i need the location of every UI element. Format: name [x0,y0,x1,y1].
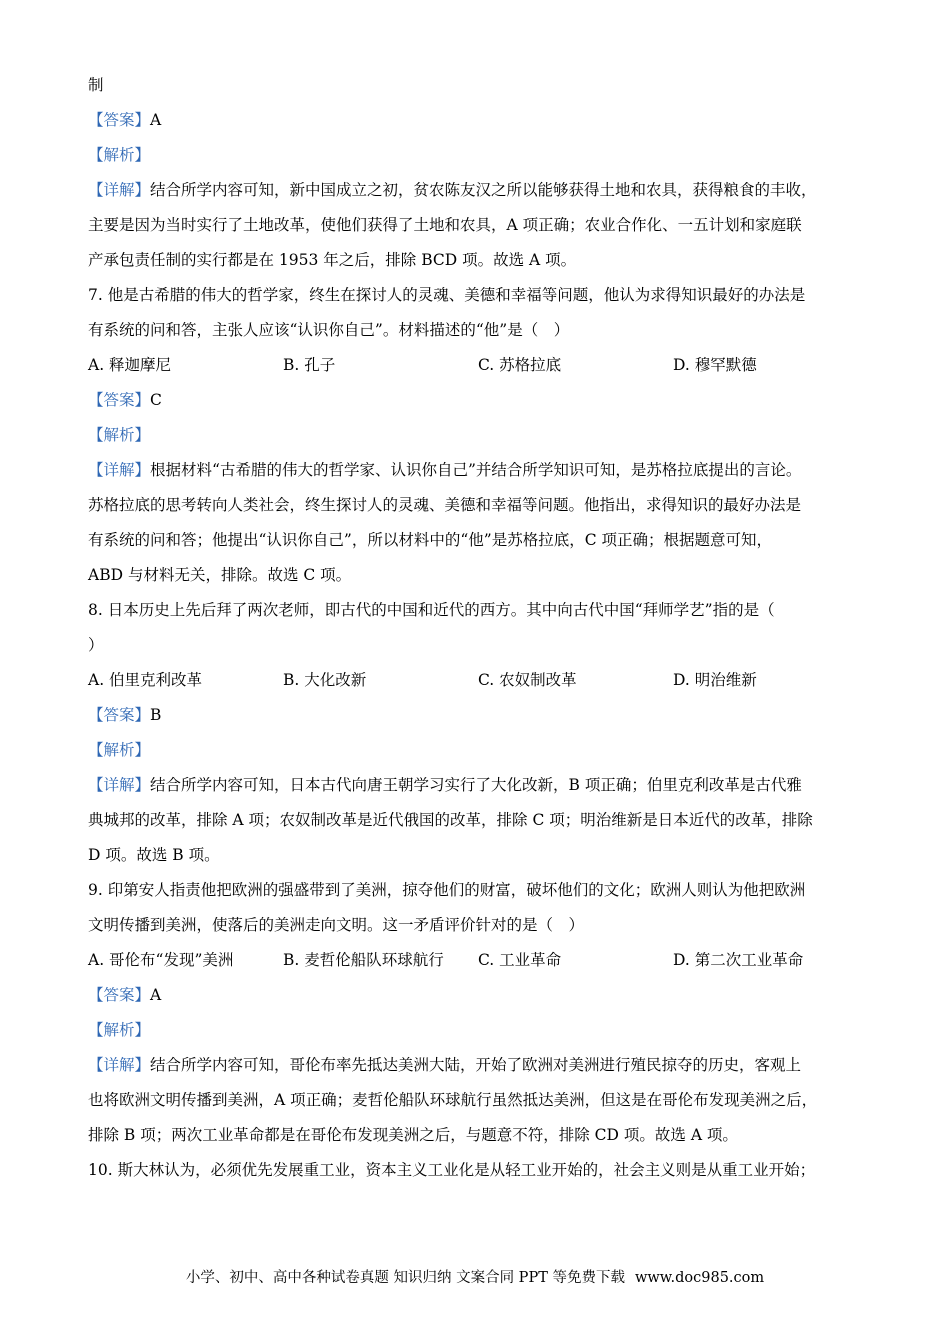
answer-value: B [150,706,162,724]
detail-line [88,1048,870,1083]
answer-tag: 【答案】 [88,391,151,409]
detail-line: 排除 B 项；两次工业革命都是在哥伦布发现美洲之后，与题意不符，排除 CD 项。故选 A 项。 [88,1126,738,1144]
answer-line [88,698,870,733]
option-b: B. 孔子 [283,356,336,374]
detail-line: 典城邦的改革，排除 A 项；农奴制改革是近代俄国的改革，排除 C 项；明治维新是日本近代的改革，排除 [88,811,813,829]
detail-text: 结合所学内容可知，日本古代向唐王朝学习实行了大化改新，B 项正确；伯里克利改革是古代雅 [150,776,802,794]
detail-text: 根据材料“古希腊的伟大的哲学家、认识你自己”并结合所学知识可知，是苏格拉底提出的言论。 [150,461,802,479]
detail-line: 苏格拉底的思考转向人类社会，终生探讨人的灵魂、美德和幸福等问题。他指出，求得知识的最好办法是 [88,496,802,514]
question-stem: 10. 斯大林认为，必须优先发展重工业，资本主义工业化是从轻工业开始的，社会主义则是从重工业开始； [88,1161,816,1179]
page-footer [0,1266,950,1287]
detail-line: 主要是因为当时实行了土地改革，使他们获得了土地和农具，A 项正确；农业合作化、一五计划和家庭联 [88,216,802,234]
answer-line [88,978,870,1013]
detail-tag: 【详解】 [88,181,151,199]
answer-tag: 【答案】 [88,111,151,129]
detail-line [88,768,870,803]
analysis-tag: 【解析】 [88,426,151,444]
option-c: C. 苏格拉底 [478,356,562,374]
option-d: D. 第二次工业革命 [673,951,804,969]
option-a: A. 哥伦布“发现”美洲 [88,951,234,969]
detail-line [88,453,870,488]
answer-line [88,383,870,418]
analysis-tag: 【解析】 [88,741,151,759]
answer-value: A [150,111,162,129]
question-stem: 文明传播到美洲，使落后的美洲走向文明。这一矛盾评价针对的是（ ） [88,916,585,934]
option-c: C. 工业革命 [478,951,562,969]
detail-tag: 【详解】 [88,1056,151,1074]
detail-line: ABD 与材料无关，排除。故选 C 项。 [88,566,352,584]
option-d: D. 穆罕默德 [673,356,757,374]
option-a: A. 释迦摩尼 [88,356,172,374]
answer-line [88,103,870,138]
detail-line: 也将欧洲文明传播到美洲，A 项正确；麦哲伦船队环球航行虽然抵达美洲，但这是在哥伦布发现美洲之后， [88,1091,818,1109]
option-c: C. 农奴制改革 [478,671,577,689]
question-stem: ） [88,636,104,654]
question-stem: 有系统的问和答，主张人应该“认识你自己”。材料描述的“他”是（ ） [88,321,570,339]
detail-line [88,173,870,208]
detail-text: 结合所学内容可知，新中国成立之初，贫农陈友汉之所以能够获得土地和农具，获得粮食的丰收， [150,181,817,199]
question-options [88,943,870,978]
document-body [88,68,870,1188]
option-d: D. 明治维新 [673,671,757,689]
detail-line: 有系统的问和答；他提出“认识你自己”，所以材料中的“他”是苏格拉底，C 项正确；根据题意可知， [88,531,772,549]
detail-tag: 【详解】 [88,461,151,479]
detail-text: 结合所学内容可知，哥伦布率先抵达美洲大陆，开始了欧洲对美洲进行殖民掠夺的历史，客观上 [150,1056,802,1074]
answer-tag: 【答案】 [88,986,151,1004]
text-line: 制 [88,76,104,94]
answer-tag: 【答案】 [88,706,151,724]
option-a: A. 伯里克利改革 [88,671,203,689]
question-options [88,348,870,383]
analysis-tag: 【解析】 [88,1021,151,1039]
answer-value: C [150,391,162,409]
detail-tag: 【详解】 [88,776,151,794]
detail-line: 产承包责任制的实行都是在 1953 年之后，排除 BCD 项。故选 A 项。 [88,251,577,269]
question-stem: 9. 印第安人指责他把欧洲的强盛带到了美洲，掠夺他们的财富，破坏他们的文化；欧洲人则认为他把欧洲 [88,881,806,899]
footer-text: 小学、初中、高中各种试卷真题 知识归纳 文案合同 PPT 等免费下载 [185,1270,625,1286]
question-options [88,663,870,698]
detail-line: D 项。故选 B 项。 [88,846,220,864]
analysis-tag: 【解析】 [88,146,151,164]
footer-link[interactable]: www.doc985.com [634,1270,765,1286]
answer-value: A [150,986,162,1004]
option-b: B. 麦哲伦船队环球航行 [283,951,444,969]
question-stem: 8. 日本历史上先后拜了两次老师，即古代的中国和近代的西方。其中向古代中国“拜师学艺”指的是（ [88,601,775,619]
option-b: B. 大化改新 [283,671,367,689]
question-stem: 7. 他是古希腊的伟大的哲学家，终生在探讨人的灵魂、美德和幸福等问题，他认为求得知识最好的办法是 [88,286,806,304]
